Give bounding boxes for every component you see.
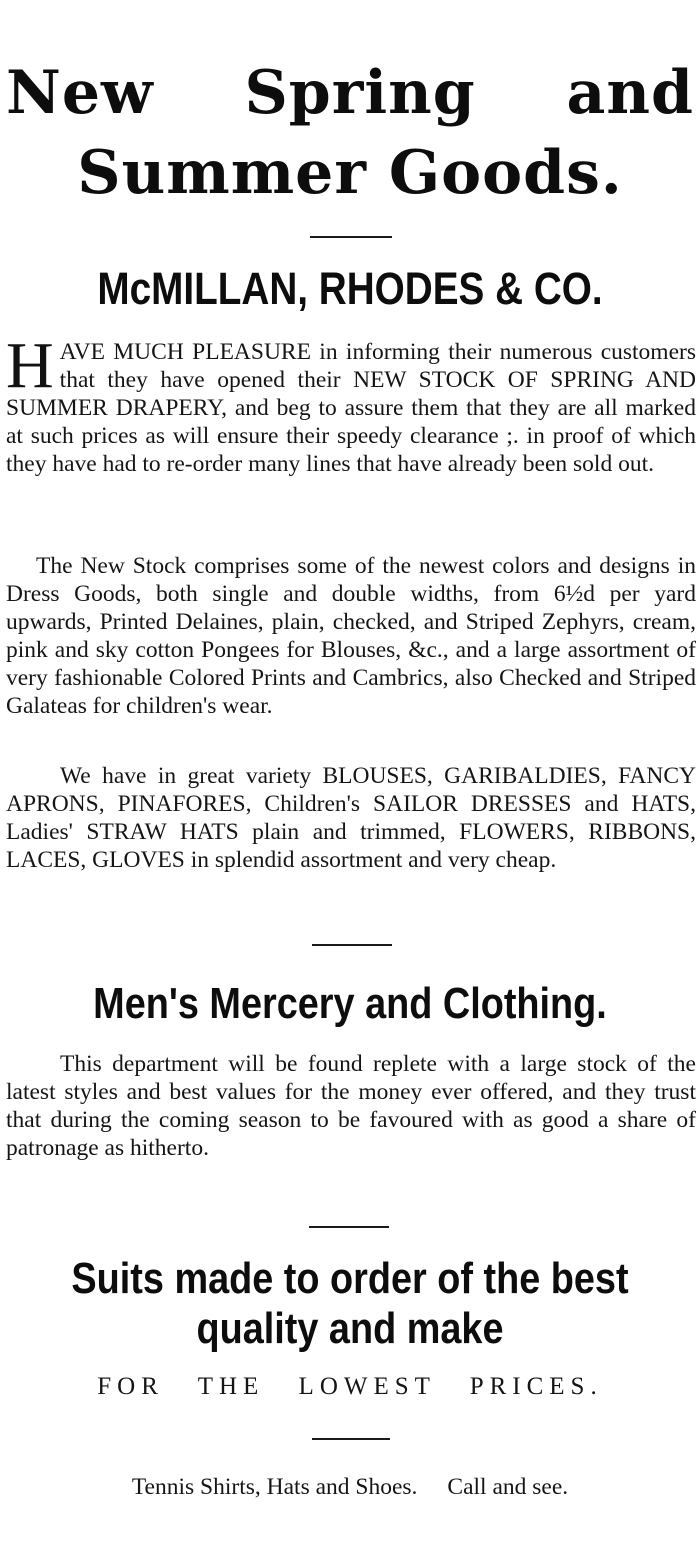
footer-call: Call and see. — [447, 1474, 569, 1500]
mercery-heading: Men's Mercery and Clothing. — [93, 979, 607, 1028]
suits-heading — [49, 1254, 651, 1354]
headline-word-new: New — [6, 58, 154, 128]
suits-heading-line-2: quality and make — [196, 1304, 504, 1353]
mercery-paragraph: This department will be found replete with a large stock of the latest styles and best values for the money ever offered, and they trust that during the coming season to be favoured with as good a share of patronage as hitherto. — [6, 1051, 696, 1161]
firm-name: McMILLAN, RHODES & CO. — [97, 263, 603, 314]
suits-heading-line-1: Suits made to order of the best — [71, 1254, 629, 1303]
footer-line — [0, 1470, 700, 1504]
divider-rule — [312, 1438, 390, 1440]
prices-tagline: FOR THE LOWEST PRICES. — [97, 1373, 603, 1400]
variety-paragraph: We have in great variety BLOUSES, GARIBALDIES, FANCY APRONS, PINAFORES, Children's SAILOR DRESSES and HATS, Ladies' STRAW HATS plain and trimmed, FLOWERS, RIBBONS, LACES, GLOVES in splendid assortment and very cheap. — [6, 763, 696, 873]
divider-rule — [312, 944, 392, 946]
headline-line-2: Summer Goods. — [77, 138, 623, 208]
intro-paragraph — [6, 329, 696, 478]
footer-items: Tennis Shirts, Hats and Shoes. — [131, 1474, 418, 1500]
headline-word-spring: Spring — [244, 58, 476, 128]
drop-cap: H — [6, 329, 54, 402]
headline-line-1 — [0, 56, 700, 130]
headline-word-and: and — [566, 58, 694, 128]
intro-text: AVE MUCH PLEASURE in informing their numerous customers that they have opened their NEW STOCK OF SPRING AND SUMMER DRAPERY, and beg to assure them that they are all marked at such prices as will ensure their speedy clearance ;. in proof of which they have had to re-order many lines that have already been sold out. — [6, 339, 696, 477]
divider-rule — [309, 1226, 389, 1228]
stock-paragraph: The New Stock comprises some of the newest colors and designs in Dress Goods, both single and double widths, from 6½d per yard upwards, Printed Delaines, plain, checked, and Striped Zephyrs, cream, pink and sky cotton Pongees for Blouses, &c., and a large assortment of very fashionable Colored Prints and Cambrics, also Checked and Striped Galateas for children's wear. — [6, 553, 696, 719]
divider-rule — [310, 236, 392, 238]
